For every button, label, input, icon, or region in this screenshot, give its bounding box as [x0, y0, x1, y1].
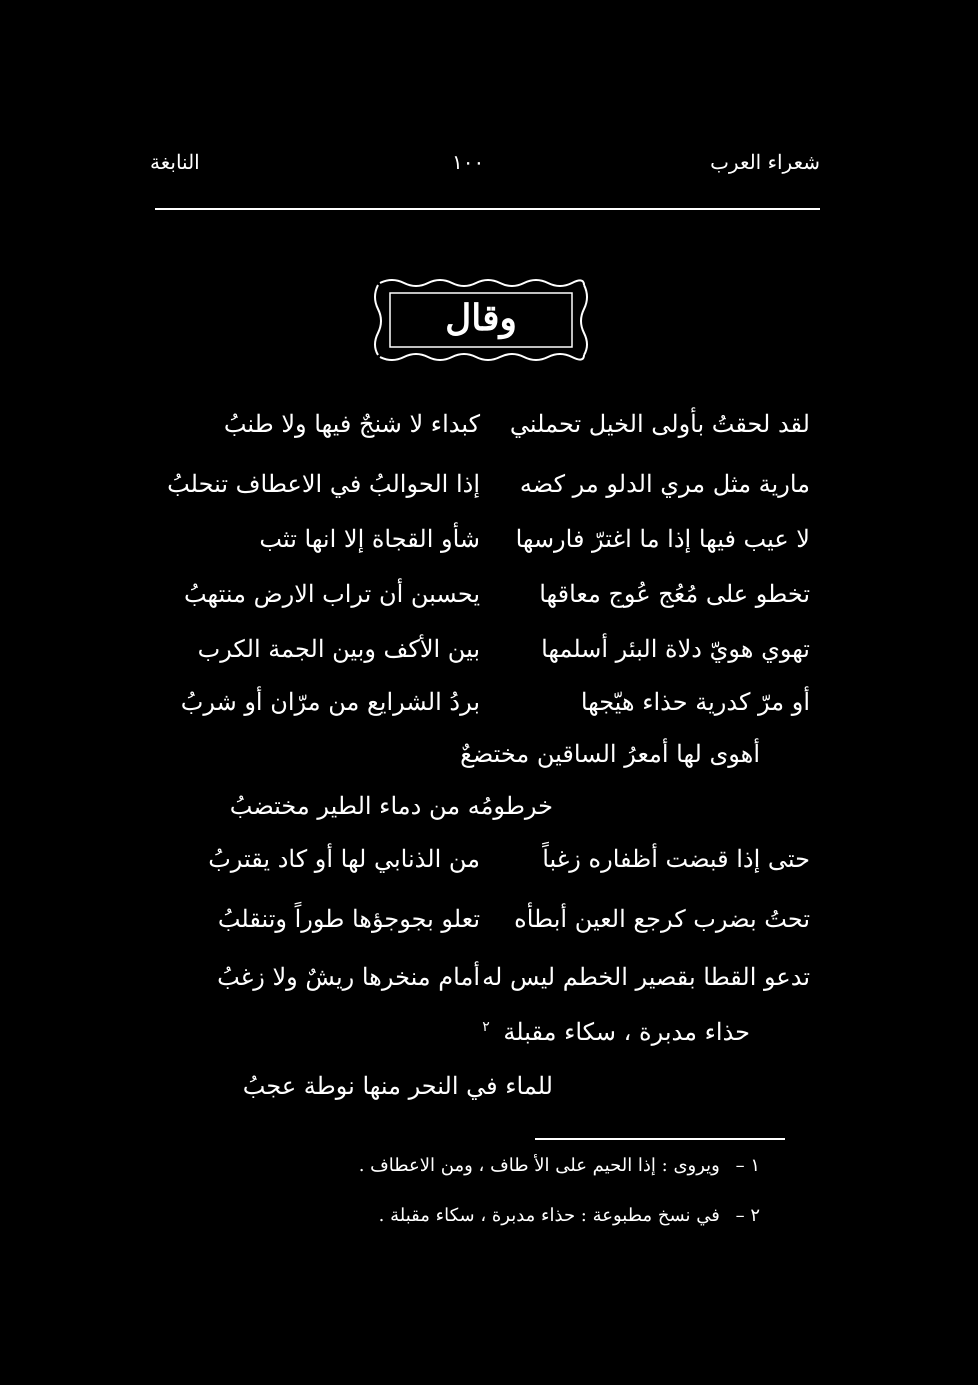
verse-line: [140, 470, 820, 520]
verse-line: [140, 635, 820, 685]
verse-line: [140, 525, 820, 575]
verse-line: [140, 410, 820, 460]
verse-second-hemistich: يحسبن أن تراب الارض منتهبُ: [183, 580, 480, 608]
verse-second-hemistich: شأو القجاة إلا انها تثب: [259, 525, 480, 553]
verse-second-hemistich: إذا الحوالبُ في الاعطاف تنحلبُ: [167, 470, 480, 498]
title-frame: [372, 275, 590, 365]
verse-first-hemistich: لا عيب فيها إذا ما اغترّ فارسها: [515, 525, 810, 553]
centered-verse-line: خرطومُه من دماء الطير مختضبُ: [229, 792, 553, 820]
header-rule: [155, 208, 820, 210]
centered-verse-line: أهوى لها أمعرُ الساقين مختضعٌ: [460, 740, 760, 768]
verse-first-hemistich: تدعو القطا بقصير الخطم ليس له: [482, 963, 810, 991]
page-header: [150, 150, 820, 186]
footnote-number: ١ –: [735, 1155, 760, 1176]
verse-first-hemistich: حتى إذا قبضت أظفاره زغباً: [542, 845, 810, 873]
verse-second-hemistich: بين الأكف وبين الجمة الكرب: [197, 635, 480, 663]
verse-first-hemistich: تهوي هويّ دلاة البئر أسلمها: [541, 635, 810, 663]
verse-second-hemistich: بردُ الشرايع من مرّان أو شربُ: [180, 688, 480, 716]
verse-second-hemistich: من الذنابي لها أو كاد يقتربُ: [208, 845, 480, 873]
verse-line: [140, 580, 820, 630]
footnote: [379, 1205, 760, 1226]
centered-verse-line: للماء في النحر منها نوطة عجبُ: [242, 1072, 553, 1100]
verse-line: [140, 688, 820, 738]
centered-verse-line: [482, 1018, 750, 1046]
centered-verse-text: حذاء مدبرة ، سكاء مقبلة: [503, 1018, 750, 1046]
footnote-number: ٢ –: [735, 1205, 760, 1226]
verse-second-hemistich: أمام منخرها ريشٌ ولا زغبُ: [217, 963, 480, 991]
verse-first-hemistich: أو مرّ كدرية حذاء هيّجها: [580, 688, 810, 716]
verse-first-hemistich: لقد لحقتُ بأولى الخيل تحملني: [509, 410, 810, 438]
page-number: ١٠٠: [452, 150, 485, 174]
verse-first-hemistich: مارية مثل مري الدلو مر كضه: [519, 470, 810, 498]
verse-line: [140, 845, 820, 895]
verse-line: [140, 905, 820, 955]
header-poet-name: النابغة: [150, 150, 200, 174]
verse-second-hemistich: كبداء لا شنجٌ فيها ولا طنبُ: [223, 410, 480, 438]
verse-first-hemistich: تخطو على مُعُج عُوج معاقها: [539, 580, 810, 608]
poem-title: وقال: [445, 297, 517, 339]
verse-line: [140, 963, 820, 1013]
verse-first-hemistich: تحتُ بضرب كرجع العين أبطأه: [514, 905, 810, 933]
footnote-text: ويروى : إذا الحيم على الأ طاف ، ومن الاعطاف .: [358, 1155, 720, 1176]
footnote: [359, 1155, 760, 1176]
footnote-marker: ٢: [482, 1019, 490, 1035]
footnote-text: في نسخ مطبوعة : حذاء مدبرة ، سكاء مقبلة .: [378, 1205, 720, 1226]
footnote-rule: [535, 1138, 785, 1140]
verse-second-hemistich: تعلو بجوجؤها طوراً وتنقلبُ: [217, 905, 480, 933]
header-book-title: شعراء العرب: [710, 150, 820, 174]
